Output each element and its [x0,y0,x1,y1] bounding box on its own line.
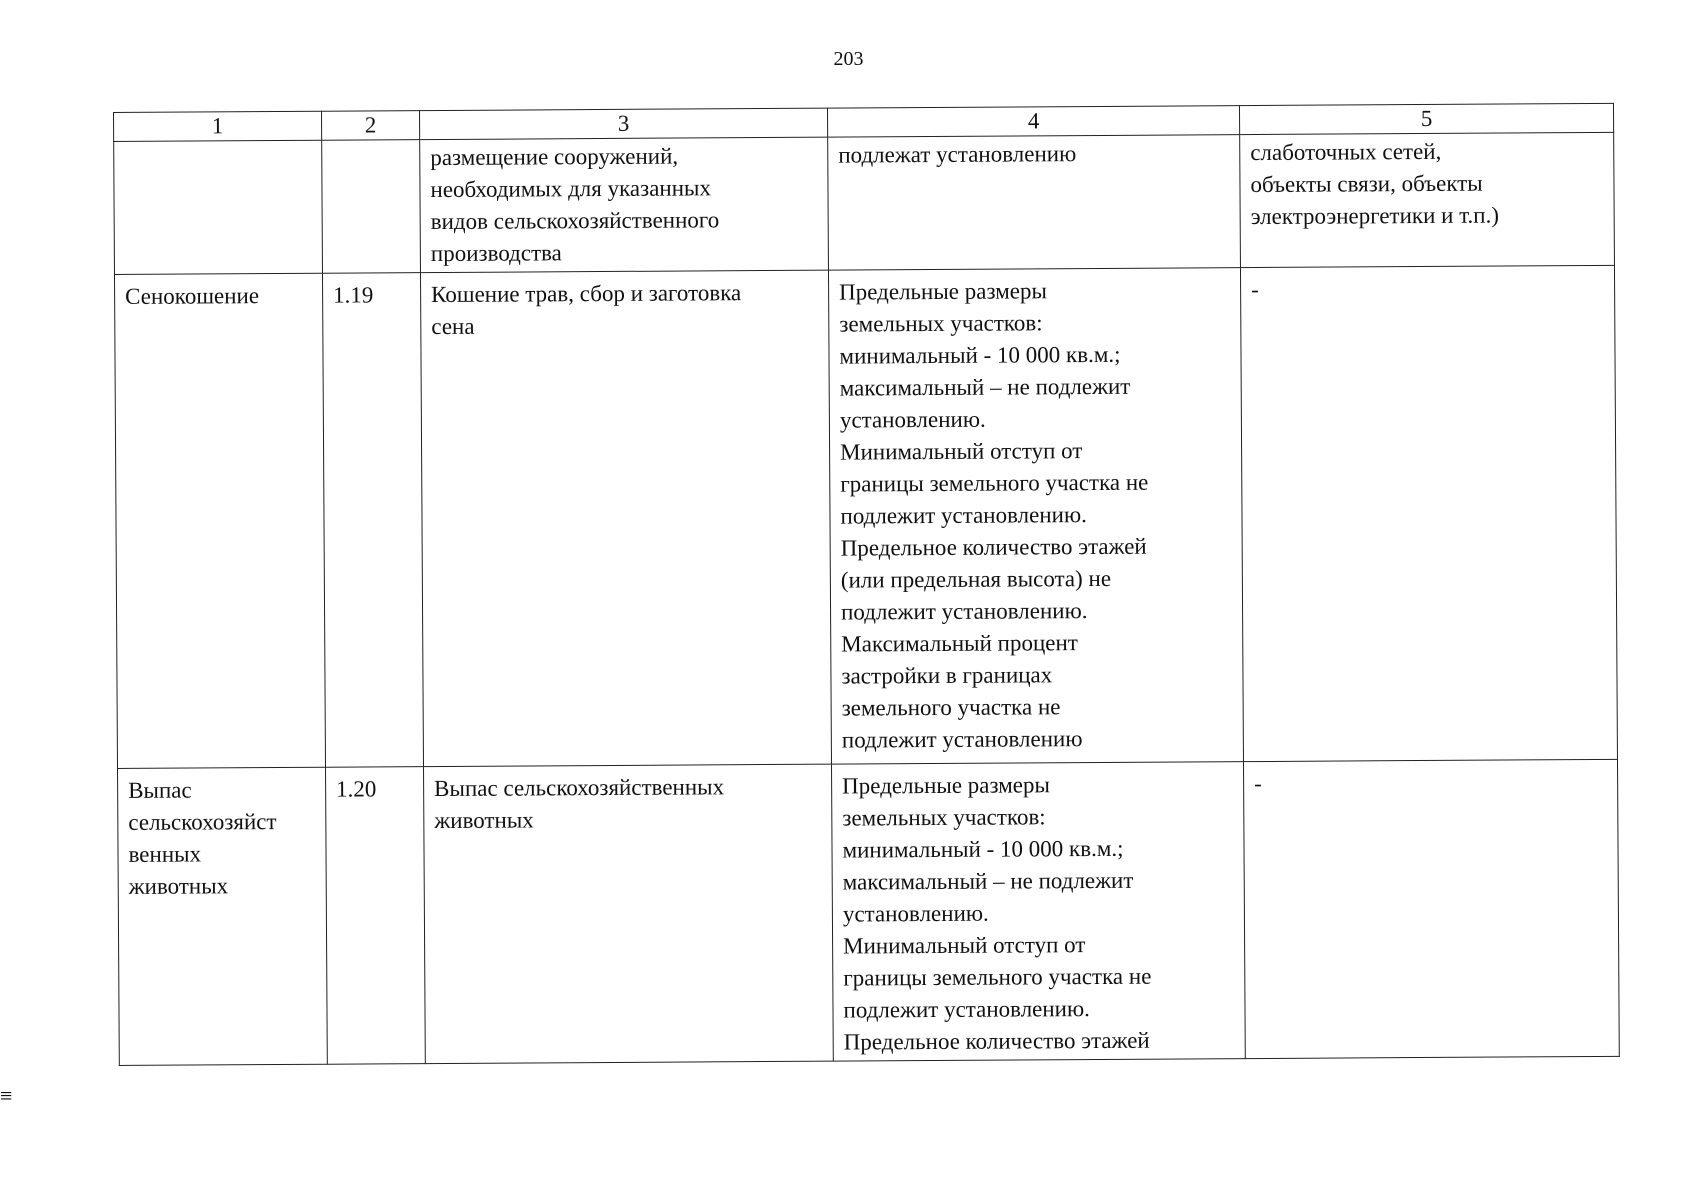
header-col-1: 1 [114,111,322,141]
text-line: Кошение трав, сбор и заготовка [431,280,742,308]
text-line: Предельные размеры [842,772,1051,799]
text-line: земельного участка не [841,694,1061,721]
text-line: подлежит установлению. [840,502,1087,529]
text-line: размещение сооружений, [430,143,679,171]
edge-mark: ≡ [0,1083,13,1108]
text-line: животных [434,807,534,834]
cell-restrictions [1240,132,1615,267]
cell-description [420,270,831,766]
header-col-4: 4 [827,106,1239,138]
text-line: земельных участков: [842,804,1046,831]
text-line: подлежит установлению. [843,996,1090,1023]
cell-name [114,273,325,768]
text-line: Сенокошение [125,283,260,309]
text-line: земельных участков: [839,310,1043,337]
cell-code [322,140,421,274]
text-line: объекты связи, объекты [1250,170,1483,198]
text-line: сельскохозяйст [128,809,277,835]
cell-description [424,764,834,1063]
header-col-5: 5 [1239,103,1613,134]
table-row-vypas [118,759,1620,1065]
text-line: (или предельная высота) не [840,565,1112,593]
text-line: максимальный – не подлежит [842,867,1134,895]
table-row-senokoshenie [114,265,1617,768]
cell-name [114,140,323,274]
text-line: Предельное количество этажей [840,533,1147,561]
text-line: Предельное количество этажей [843,1027,1150,1055]
text-line: Максимальный процент [841,630,1078,657]
text-line: животных [128,873,229,899]
header-col-2: 2 [321,111,419,141]
text-line: электроэнергетики и т.п.) [1250,202,1500,230]
table-row-continuation [114,132,1615,274]
cell-code: 1.20 [326,767,426,1065]
text-line: Минимальный отступ от [843,932,1086,959]
text-line: сена [431,313,475,340]
cell-restrictions: - [1240,265,1617,761]
text-line: венных [128,841,202,867]
text-line: подлежит установлению. [840,598,1088,625]
text-line: подлежат установлению [838,141,1077,168]
text-line: Предельные размеры [839,278,1047,305]
text-line: подлежит установлению [841,726,1083,753]
text-line: установлению. [842,900,989,927]
cell-parameters [831,762,1245,1062]
zoning-table [113,103,1620,1066]
cell-description [420,137,829,272]
text-line: видов сельскохозяйственного [430,207,720,235]
text-line: слаботочных сетей, [1250,138,1442,166]
text-line: границы земельного участка не [840,469,1149,497]
text-line: производства [430,240,562,267]
cell-name [118,767,328,1065]
cell-parameters [828,135,1241,271]
text-line: Выпас сельскохозяйственных [434,774,725,802]
text-line: установлению. [839,406,986,433]
text-line: Минимальный отступ от [840,438,1083,465]
header-col-3: 3 [419,108,827,139]
text-line: границы земельного участка не [843,963,1152,991]
cell-restrictions: - [1243,759,1619,1058]
text-line: минимальный - 10 000 кв.м.; [842,835,1124,863]
text-line: максимальный – не подлежит [839,373,1131,401]
text-line: застройки в границах [841,662,1053,689]
text-line: минимальный - 10 000 кв.м.; [839,341,1121,369]
cell-code: 1.19 [322,273,423,768]
text-line: необходимых для указанных [430,175,712,203]
text-line: Выпас [128,777,192,803]
page-number: 203 [833,48,864,70]
cell-parameters [828,268,1243,765]
